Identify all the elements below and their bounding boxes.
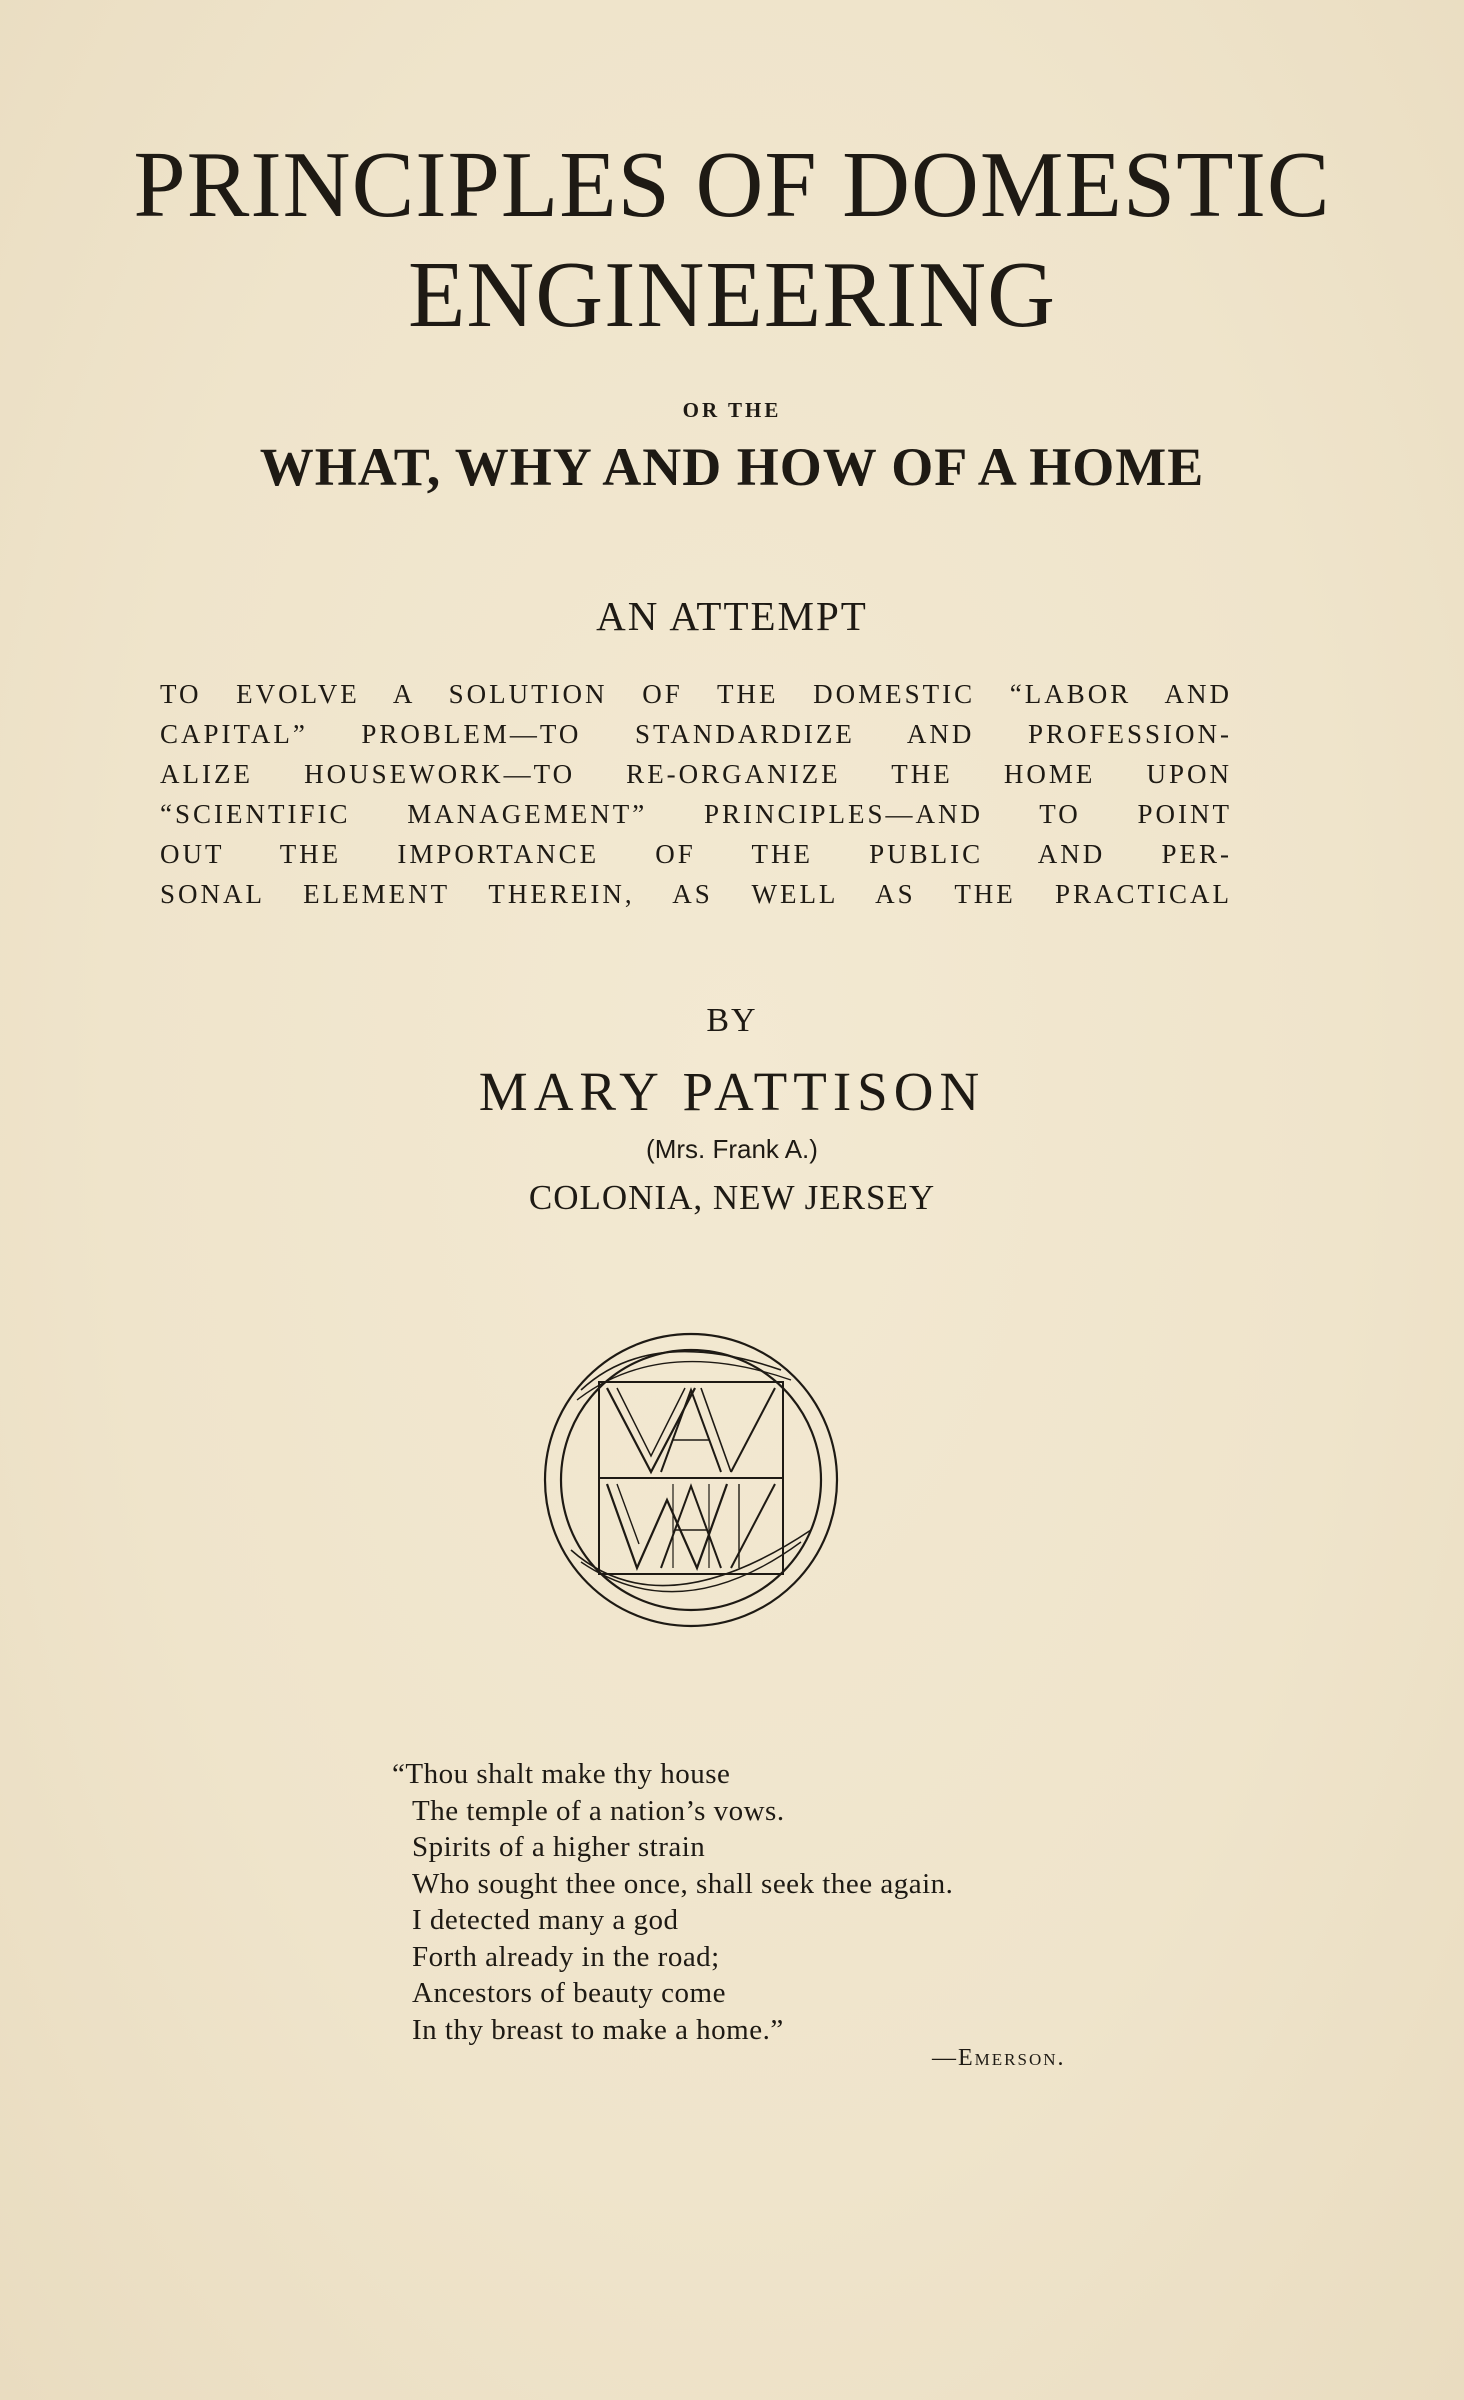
description-line: CAPITAL” PROBLEM—TO STANDARDIZE AND PROFESSION- [160, 719, 1232, 749]
poem-line: Forth already in the road; [412, 1940, 720, 1973]
book-title [0, 130, 1464, 350]
book-title-line-2: ENGINEERING [408, 243, 1056, 347]
poem-line: “Thou shalt make thy house [392, 1758, 731, 1790]
poem-line: I detected many a god [412, 1904, 679, 1936]
description-line: TO EVOLVE A SOLUTION OF THE DOMESTIC “LABOR AND [160, 679, 1232, 709]
poem-line: Spirits of a higher strain [412, 1831, 706, 1863]
author-location: COLONIA, NEW JERSEY [528, 1178, 936, 1217]
poem-line: The temple of a nation’s vows. [412, 1794, 785, 1827]
epigraph-poem [392, 1756, 1152, 2048]
poem-line: In thy breast to make a home.” [412, 2013, 784, 2046]
description-line: “SCIENTIFIC MANAGEMENT” PRINCIPLES—AND TO POINT [160, 799, 1232, 829]
description-line: SONAL ELEMENT THEREIN, AS WELL AS THE PRACTICAL [160, 879, 1232, 909]
monogram-emblem-icon [541, 1330, 841, 1630]
author-honorific: (Mrs. Frank A.) [646, 1134, 818, 1164]
poem-line: Ancestors of beauty come [412, 1977, 726, 2009]
description-line: OUT THE IMPORTANCE OF THE PUBLIC AND PER- [160, 839, 1232, 869]
attempt-heading: AN ATTEMPT [596, 593, 868, 639]
poem-attribution: —Emerson. [932, 2045, 1066, 2071]
or-the-connector: OR THE [682, 398, 782, 422]
by-label: BY [706, 1002, 758, 1039]
poem-line: Who sought thee once, shall seek thee again. [412, 1867, 954, 1900]
description-line: ALIZE HOUSEWORK—TO RE-ORGANIZE THE HOME UPON [160, 759, 1232, 789]
author-name: MARY PATTISON [478, 1061, 986, 1122]
description-block [160, 674, 1232, 914]
book-subtitle: WHAT, WHY AND HOW OF A HOME [259, 437, 1205, 497]
book-title-line-1: PRINCIPLES OF DOMESTIC [133, 133, 1331, 237]
